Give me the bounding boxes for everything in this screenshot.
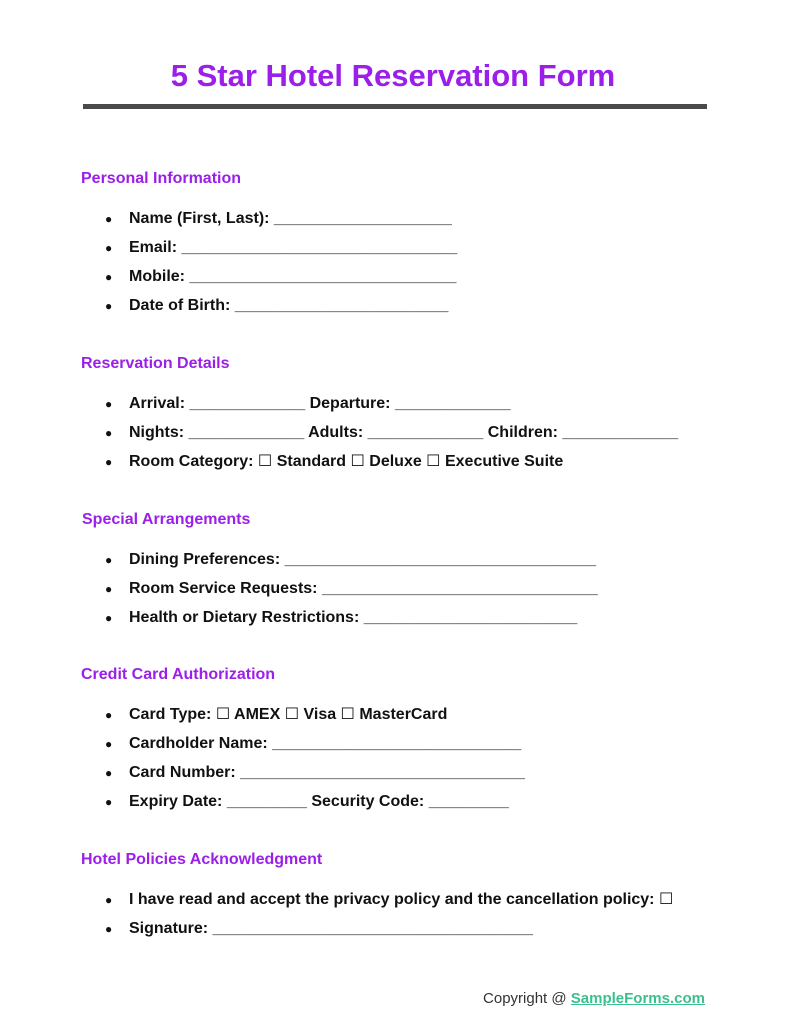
field-label: Room Category: ☐ Standard ☐ Deluxe ☐ Executive Suite bbox=[129, 453, 564, 470]
field-name[interactable] bbox=[105, 209, 457, 238]
section-heading: Credit Card Authorization bbox=[81, 666, 276, 683]
bullet-icon: ● bbox=[105, 708, 113, 722]
field-label: Card Number: ________________________________ bbox=[129, 764, 525, 781]
field-list bbox=[105, 209, 457, 325]
section-reservation-details bbox=[81, 354, 721, 470]
section-hotel-policies bbox=[81, 850, 721, 937]
field-label: Email: _______________________________ bbox=[129, 239, 458, 256]
field-label: I have read and accept the privacy policy and the cancellation policy: ☐ bbox=[129, 891, 674, 908]
copyright-text: Copyright @ bbox=[483, 990, 571, 1007]
field-signature[interactable] bbox=[105, 919, 673, 948]
field-date-of-birth[interactable] bbox=[105, 296, 457, 325]
field-label: Cardholder Name: ____________________________ bbox=[129, 735, 522, 752]
bullet-icon: ● bbox=[105, 212, 113, 226]
field-dining-preferences[interactable] bbox=[105, 550, 598, 579]
brand-link[interactable]: SampleForms.com bbox=[570, 990, 705, 1007]
field-label: Name (First, Last): ____________________ bbox=[129, 210, 452, 227]
field-card-number[interactable] bbox=[105, 763, 525, 792]
field-label: Health or Dietary Restrictions: ________________________ bbox=[129, 609, 578, 626]
bullet-icon: ● bbox=[105, 270, 113, 284]
section-credit-card-authorization bbox=[81, 665, 721, 810]
field-list bbox=[105, 550, 598, 637]
field-label: Nights: _____________ Adults: _____________ Children: _____________ bbox=[129, 424, 679, 441]
field-room-service-requests[interactable] bbox=[105, 579, 598, 608]
section-heading: Special Arrangements bbox=[82, 511, 251, 528]
field-list bbox=[105, 890, 673, 948]
bullet-icon: ● bbox=[105, 922, 113, 936]
field-list bbox=[105, 394, 678, 481]
field-label: Signature: ____________________________________ bbox=[129, 920, 533, 937]
bullet-icon: ● bbox=[105, 553, 113, 567]
section-special-arrangements bbox=[82, 510, 722, 626]
section-personal-information bbox=[81, 169, 721, 314]
field-policy-acceptance[interactable] bbox=[105, 890, 673, 919]
section-heading: Hotel Policies Acknowledgment bbox=[81, 851, 323, 868]
field-label: Room Service Requests: _______________________________ bbox=[129, 580, 598, 597]
field-label: Card Type: ☐ AMEX ☐ Visa ☐ MasterCard bbox=[129, 706, 448, 723]
bullet-icon: ● bbox=[105, 737, 113, 751]
bullet-icon: ● bbox=[105, 795, 113, 809]
field-list bbox=[105, 705, 525, 821]
bullet-icon: ● bbox=[105, 893, 113, 907]
page-title: 5 Star Hotel Reservation Form bbox=[170, 58, 616, 93]
bullet-icon: ● bbox=[105, 299, 113, 313]
field-arrival-departure[interactable] bbox=[105, 394, 678, 423]
bullet-icon: ● bbox=[105, 611, 113, 625]
bullet-icon: ● bbox=[105, 426, 113, 440]
bullet-icon: ● bbox=[105, 241, 113, 255]
section-heading: Reservation Details bbox=[81, 355, 230, 372]
field-mobile[interactable] bbox=[105, 267, 457, 296]
field-cardholder-name[interactable] bbox=[105, 734, 525, 763]
bullet-icon: ● bbox=[105, 397, 113, 411]
field-label: Mobile: ______________________________ bbox=[129, 268, 457, 285]
section-heading: Personal Information bbox=[81, 170, 242, 187]
field-label: Expiry Date: _________ Security Code: _________ bbox=[129, 793, 509, 810]
field-label: Date of Birth: ________________________ bbox=[129, 297, 449, 314]
field-room-category[interactable] bbox=[105, 452, 678, 481]
footer-copyright bbox=[483, 990, 705, 1007]
field-email[interactable] bbox=[105, 238, 457, 267]
title-divider bbox=[83, 104, 707, 109]
field-label: Dining Preferences: ___________________________________ bbox=[129, 551, 597, 568]
field-expiry-security[interactable] bbox=[105, 792, 525, 821]
field-nights-adults-children[interactable] bbox=[105, 423, 678, 452]
field-label: Arrival: _____________ Departure: _____________ bbox=[129, 395, 511, 412]
field-health-dietary[interactable] bbox=[105, 608, 598, 637]
bullet-icon: ● bbox=[105, 582, 113, 596]
bullet-icon: ● bbox=[105, 455, 113, 469]
field-card-type[interactable] bbox=[105, 705, 525, 734]
bullet-icon: ● bbox=[105, 766, 113, 780]
